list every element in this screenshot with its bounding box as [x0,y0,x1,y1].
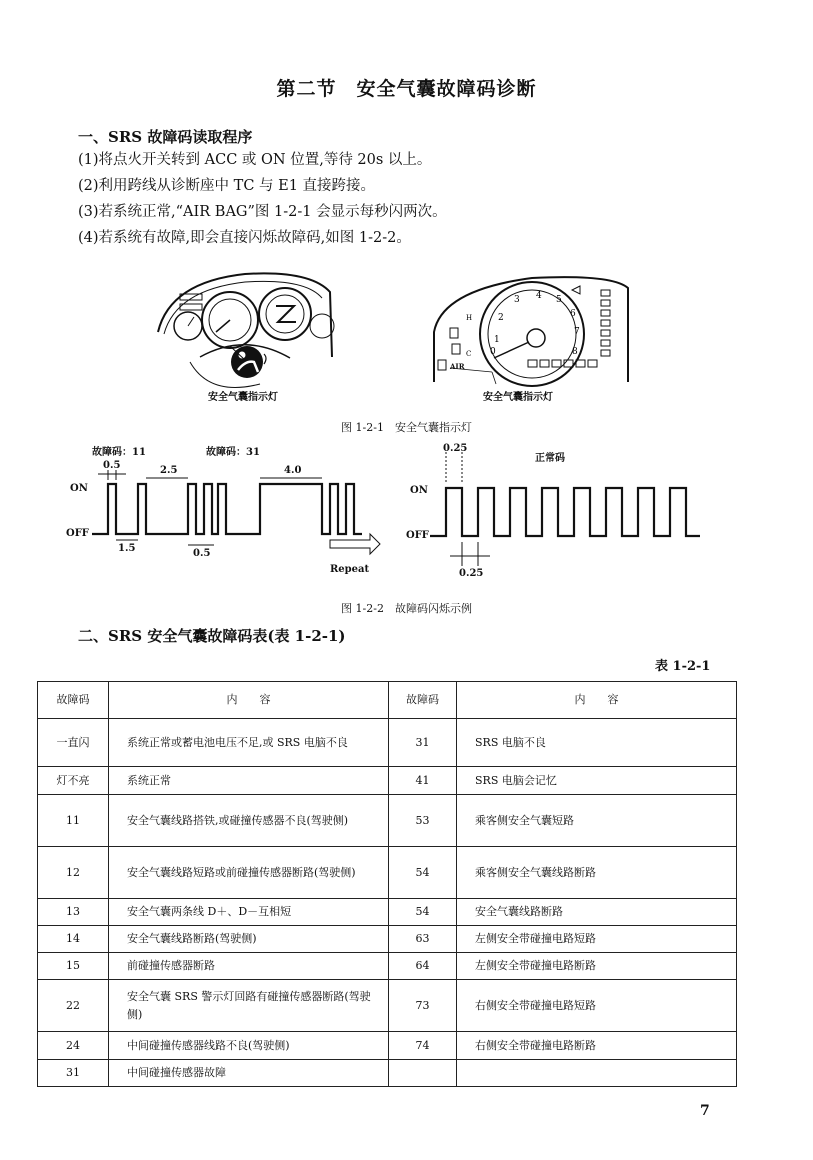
figure2-caption: 图 1-2-2 故障码闪烁示例 [341,602,472,615]
right-desc-cell: 乘客侧安全气囊线路断路 [457,847,737,899]
table-row [38,767,737,795]
figure1-caption: 图 1-2-1 安全气囊指示灯 [341,421,472,434]
left-desc-cell: 前碰撞传感器断路 [109,953,389,980]
right-desc-cell: SRS 电脑会记忆 [457,767,737,795]
page-number: 7 [700,1103,710,1119]
air-lamp-label: AIR [450,362,465,371]
svg-text:3: 3 [514,295,520,305]
left-desc-cell: 安全气囊线路断路(驾驶侧) [109,926,389,953]
dim-40: 4.0 [284,465,302,476]
section2-heading: 二、SRS 安全气囊故障码表(表 1-2-1) [78,627,346,645]
right-indicator-label: 安全气囊指示灯 [483,392,553,403]
right-desc-cell [457,1060,737,1087]
off-label-right: OFF [406,530,429,541]
right-code-cell: 74 [389,1032,457,1060]
dim-025-bottom: 0.25 [459,568,484,579]
left-desc-cell: 安全气囊线路短路或前碰撞传感器断路(驾驶侧) [109,847,389,899]
left-desc-cell: 中间碰撞传感器故障 [109,1060,389,1087]
left-code-cell: 14 [38,926,109,953]
dashboard-left-illustration [150,262,340,402]
svg-text:4: 4 [536,291,542,301]
svg-text:6: 6 [570,309,576,319]
table-row [38,980,737,1032]
right-code-cell [389,1060,457,1087]
step-4: (4)若系统有故障,即会直接闪烁故障码,如图 1-2-2。 [78,230,411,246]
right-desc-cell: SRS 电脑不良 [457,719,737,767]
right-desc-cell: 安全气囊线路断路 [457,899,737,926]
on-label-left: ON [70,483,88,494]
repeat-label: Repeat [330,564,370,575]
left-code-cell: 灯不亮 [38,767,109,795]
normal-code-label: 正常码 [535,453,565,464]
dim-025-top: 0.25 [443,443,468,454]
on-label-right: ON [410,485,428,496]
svg-text:1: 1 [494,335,500,345]
step-3: (3)若系统正常,“AIR BAG”图 1-2-1 会显示每秒闪两次。 [78,204,447,220]
table-row [38,795,737,847]
dim-25: 2.5 [160,465,178,476]
step-2: (2)利用跨线从诊断座中 TC 与 E1 直接跨接。 [78,178,376,194]
procedure-steps [78,147,447,251]
table-label: 表 1-2-1 [655,659,711,674]
left-desc-cell: 系统正常 [109,767,389,795]
left-desc-cell: 安全气囊 SRS 警示灯回路有碰撞传感器断路(驾驶侧) [109,980,389,1032]
svg-text:0: 0 [490,347,496,357]
waveform-codes [0,440,813,590]
left-desc-cell: 中间碰撞传感器线路不良(驾驶侧) [109,1032,389,1060]
left-code-cell: 15 [38,953,109,980]
right-code-cell: 54 [389,847,457,899]
table-row [38,953,737,980]
left-code-cell: 24 [38,1032,109,1060]
left-desc-cell: 安全气囊线路搭铁,或碰撞传感器不良(驾驶侧) [109,795,389,847]
table-row [38,1032,737,1060]
code11-label: 故障码：11 [92,447,146,458]
right-code-cell: 73 [389,980,457,1032]
right-desc-cell: 乘客侧安全气囊短路 [457,795,737,847]
left-code-cell: 22 [38,980,109,1032]
left-desc-cell: 安全气囊两条线 D＋、D－互相短 [109,899,389,926]
off-label-left: OFF [66,528,89,539]
step-1: (1)将点火开关转到 ACC 或 ON 位置,等待 20s 以上。 [78,152,432,168]
svg-text:5: 5 [556,295,562,305]
left-indicator-label: 安全气囊指示灯 [208,392,278,403]
code31-label: 故障码：31 [206,447,260,458]
right-desc-cell: 右侧安全带碰撞电路短路 [457,980,737,1032]
header-code-right: 故障码 [389,682,457,719]
right-code-cell: 41 [389,767,457,795]
right-desc-cell: 右侧安全带碰撞电路断路 [457,1032,737,1060]
dim-05-bottom: 0.5 [193,548,211,559]
header-code-left: 故障码 [38,682,109,719]
right-code-cell: 54 [389,899,457,926]
right-code-cell: 63 [389,926,457,953]
page-title: 第二节 安全气囊故障码诊断 [276,78,537,100]
table-row [38,926,737,953]
right-code-cell: 64 [389,953,457,980]
left-code-cell: 31 [38,1060,109,1087]
right-desc-cell: 左侧安全带碰撞电路短路 [457,926,737,953]
svg-text:2: 2 [498,313,504,323]
table-row [38,1060,737,1087]
table-header-row [38,682,737,719]
svg-text:C: C [466,350,472,358]
left-code-cell: 一直闪 [38,719,109,767]
left-code-cell: 11 [38,795,109,847]
svg-text:8: 8 [572,347,578,357]
fault-code-table [37,681,737,1087]
header-content-right: 内 容 [457,682,737,719]
section1-heading: 一、SRS 故障码读取程序 [78,128,253,146]
svg-text:H: H [466,314,473,322]
left-code-cell: 13 [38,899,109,926]
table-row [38,899,737,926]
left-desc-cell: 系统正常或蓄电池电压不足,或 SRS 电脑不良 [109,719,389,767]
dim-05-top: 0.5 [103,460,121,471]
left-code-cell: 12 [38,847,109,899]
table-row [38,847,737,899]
right-code-cell: 53 [389,795,457,847]
dashboard-right-illustration [432,272,632,398]
table-row [38,719,737,767]
right-code-cell: 31 [389,719,457,767]
right-desc-cell: 左侧安全带碰撞电路断路 [457,953,737,980]
header-content-left: 内 容 [109,682,389,719]
dim-15: 1.5 [118,543,136,554]
svg-text:7: 7 [574,327,580,337]
